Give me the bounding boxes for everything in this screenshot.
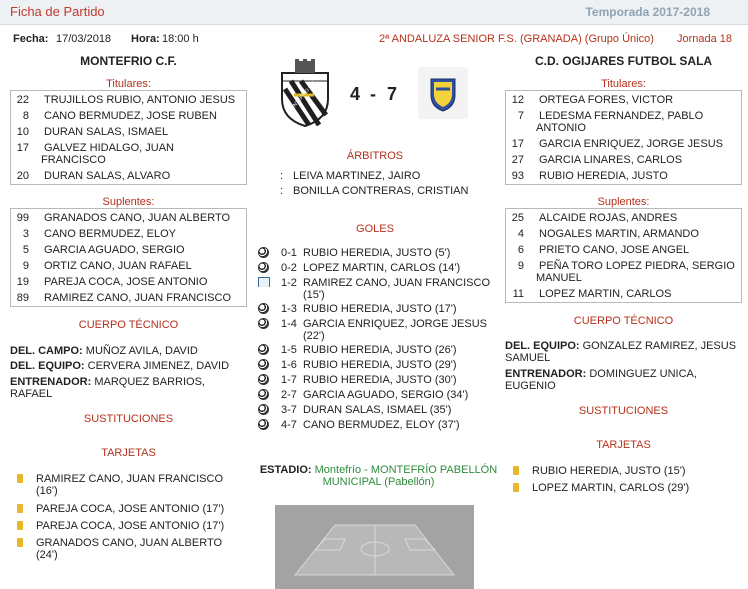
- away-team-name: C.D. OGIJARES FUTBOL SALA: [534, 54, 713, 68]
- player-name: ALCAIDE ROJAS, ANDRES: [539, 212, 678, 224]
- player-name: ORTEGA FORES, VICTOR: [539, 94, 674, 106]
- card-minute: (24'): [36, 549, 58, 561]
- goal-score: 2-7: [281, 389, 297, 401]
- player-number: 6: [517, 244, 524, 256]
- score-separator: -: [370, 84, 376, 104]
- staff-role: ENTRENADOR:: [505, 368, 587, 380]
- player-name: PEÑA TORO LOPEZ PIEDRA, SERGIO: [539, 260, 735, 272]
- ball-icon: [258, 247, 269, 258]
- staff-role: DEL. EQUIPO:: [10, 360, 85, 372]
- staff-name: MARQUEZ BARRIOS,: [94, 376, 205, 388]
- time-label: Hora:: [131, 33, 160, 45]
- player-row: [11, 260, 246, 272]
- yellow-card-icon: [513, 466, 519, 475]
- player-number: 7: [517, 110, 524, 122]
- player-number: 9: [22, 260, 29, 272]
- date-label: Fecha:: [13, 33, 49, 45]
- home-staff-row: [10, 376, 247, 388]
- goal-scorer: LOPEZ MARTIN, CARLOS (14'): [303, 262, 461, 274]
- time-value: 18:00 h: [162, 33, 199, 45]
- card-player: PAREJA COCA, JOSE ANTONIO (17'): [36, 503, 225, 515]
- away-staff-row: [505, 368, 742, 380]
- player-number: 27: [511, 154, 524, 166]
- away-cards-title: TARJETAS: [596, 439, 651, 451]
- staff-role: ENTRENADOR:: [10, 376, 92, 388]
- staff-name-cont: EUGENIO: [505, 380, 556, 392]
- player-number: 11: [512, 288, 524, 300]
- goal-score: 0-1: [281, 247, 297, 259]
- player-name: GALVEZ HIDALGO, JUAN: [44, 142, 174, 154]
- away-starters-title: Titulares:: [601, 78, 646, 90]
- player-number: 3: [22, 228, 29, 240]
- player-name: DURAN SALAS, ISMAEL: [44, 126, 169, 138]
- goal-scorer: RUBIO HEREDIA, JUSTO (5'): [303, 247, 451, 259]
- goal-row: [258, 262, 518, 274]
- home-staff-row: [10, 360, 247, 372]
- home-subs-box: [10, 208, 247, 307]
- ball-icon: [258, 303, 269, 314]
- staff-role: DEL. CAMPO:: [10, 345, 83, 357]
- player-row: [506, 170, 741, 182]
- player-name: DURAN SALAS, ALVARO: [44, 170, 171, 182]
- staff-name: MUÑOZ AVILA, DAVID: [85, 345, 198, 357]
- player-number: 19: [16, 276, 29, 288]
- home-starters-box: [10, 90, 247, 185]
- staff-name-cont: SAMUEL: [505, 352, 551, 364]
- player-name: GARCIA ENRIQUEZ, JORGE JESUS: [539, 138, 723, 150]
- player-row: [11, 110, 246, 122]
- goal-scorer-cont: (15'): [303, 289, 325, 301]
- referees-title: ÁRBITROS: [346, 150, 404, 162]
- ball-icon: [258, 262, 269, 273]
- player-name: ORTIZ CANO, JUAN RAFAEL: [44, 260, 192, 272]
- home-subs-title: Suplentes:: [102, 196, 155, 208]
- goal-score: 0-2: [281, 262, 297, 274]
- away-substitutions-title: SUSTITUCIONES: [578, 405, 669, 417]
- ball-icon: [258, 419, 269, 430]
- goal-scorer: CANO BERMUDEZ, ELOY (37'): [303, 419, 460, 431]
- player-row: [506, 288, 741, 300]
- referee-bullet: :: [280, 170, 284, 182]
- player-row: [506, 94, 741, 106]
- card-player: PAREJA COCA, JOSE ANTONIO (17'): [36, 520, 225, 532]
- player-number: 8: [22, 110, 29, 122]
- home-staff-title: CUERPO TÉCNICO: [78, 319, 179, 331]
- player-name: LEDESMA FERNANDEZ, PABLO: [539, 110, 704, 122]
- player-row: [11, 228, 246, 240]
- card-player: RAMIREZ CANO, JUAN FRANCISCO: [36, 473, 224, 485]
- away-subs-title: Suplentes:: [597, 196, 650, 208]
- player-name: CANO BERMUDEZ, JOSE RUBEN: [44, 110, 217, 122]
- staff-name: CERVERA JIMENEZ, DAVID: [87, 360, 230, 372]
- player-name: GARCIA LINARES, CARLOS: [539, 154, 683, 166]
- season-label: Temporada 2017-2018: [585, 5, 710, 19]
- staff-name: DOMINGUEZ UNICA,: [589, 368, 697, 380]
- player-row: [11, 292, 246, 304]
- goal-score: 1-7: [281, 374, 297, 386]
- goal-row: [258, 359, 518, 371]
- player-number: 17: [16, 142, 29, 154]
- player-number: 9: [517, 260, 524, 272]
- ball-icon: [258, 359, 269, 370]
- referee-name: LEIVA MARTINEZ, JAIRO: [293, 170, 421, 182]
- goal-score: 1-4: [281, 318, 297, 330]
- ball-icon: [258, 374, 269, 385]
- yellow-card-icon: [17, 521, 23, 530]
- stadium-info: [256, 464, 501, 488]
- player-row: [506, 260, 741, 284]
- goal-score: 3-7: [281, 404, 297, 416]
- goal-scorer-cont: (22'): [303, 330, 325, 342]
- round-label: Jornada 18: [677, 33, 733, 45]
- player-number: 12: [511, 94, 524, 106]
- home-staff-row: [10, 345, 247, 357]
- player-row: [11, 276, 246, 288]
- yellow-card-icon: [17, 504, 23, 513]
- home-team-name: MONTEFRIO C.F.: [80, 54, 177, 68]
- goal-row: [258, 374, 518, 386]
- goal-row: [258, 277, 518, 301]
- player-row: [506, 154, 741, 166]
- staff-name: GONZALEZ RAMIREZ, JESUS: [582, 340, 737, 352]
- goal-score: 1-5: [281, 344, 297, 356]
- player-number: 93: [511, 170, 524, 182]
- player-number: 5: [22, 244, 29, 256]
- yellow-card-icon: [17, 474, 23, 483]
- player-name: CANO BERMUDEZ, ELOY: [44, 228, 177, 240]
- card-minute: (16'): [36, 485, 58, 497]
- referee-bullet: :: [280, 185, 284, 197]
- goal-score: 4-7: [281, 419, 297, 431]
- home-substitutions-title: SUSTITUCIONES: [83, 413, 174, 425]
- goal-row: [258, 303, 518, 315]
- home-cards-title: TARJETAS: [101, 447, 156, 459]
- goal-scorer: RUBIO HEREDIA, JUSTO (29'): [303, 359, 457, 371]
- staff-role: DEL. EQUIPO:: [505, 340, 580, 352]
- player-row: [506, 244, 741, 256]
- goal-row: [258, 344, 518, 356]
- player-name: RUBIO HEREDIA, JUSTO: [539, 170, 668, 182]
- pitch-image: [275, 505, 474, 589]
- player-number: 20: [16, 170, 29, 182]
- player-row: [506, 138, 741, 150]
- ball-icon: [258, 344, 269, 355]
- goal-score: 1-6: [281, 359, 297, 371]
- player-name: GARCIA AGUADO, SERGIO: [44, 244, 185, 256]
- player-name: PRIETO CANO, JOSE ANGEL: [539, 244, 690, 256]
- player-row: [11, 212, 246, 224]
- goal-scorer: DURAN SALAS, ISMAEL (35'): [303, 404, 452, 416]
- staff-name-cont: RAFAEL: [10, 388, 53, 400]
- player-name: LOPEZ MARTIN, CARLOS: [539, 288, 672, 300]
- stadium-label: ESTADIO:: [259, 464, 312, 476]
- card-player: GRANADOS CANO, JUAN ALBERTO: [36, 537, 223, 549]
- home-starters-title: Titulares:: [106, 78, 151, 90]
- home-crest-text: MONTEFRIO C.F.: [286, 79, 318, 115]
- goal-post-icon: [258, 277, 270, 287]
- player-name: PAREJA COCA, JOSE ANTONIO: [44, 276, 208, 288]
- goal-row: [258, 318, 518, 342]
- stadium-name: Montefrío - MONTEFRÍO PABELLÓN: [314, 464, 498, 476]
- yellow-card-icon: [17, 538, 23, 547]
- card-player: LOPEZ MARTIN, CARLOS (29'): [532, 482, 690, 494]
- player-row: [506, 228, 741, 240]
- goal-scorer: RAMIREZ CANO, JUAN FRANCISCO: [303, 277, 491, 289]
- ball-icon: [258, 389, 269, 400]
- goal-scorer: RUBIO HEREDIA, JUSTO (30'): [303, 374, 457, 386]
- player-row: [11, 126, 246, 138]
- player-number: 17: [511, 138, 524, 150]
- player-number: 89: [16, 292, 29, 304]
- player-name: GRANADOS CANO, JUAN ALBERTO: [44, 212, 231, 224]
- date-value: 17/03/2018: [56, 33, 112, 45]
- player-row: [11, 94, 246, 106]
- goal-scorer: GARCIA ENRIQUEZ, JORGE JESUS: [303, 318, 487, 330]
- page-title: Ficha de Partido: [10, 4, 105, 19]
- goal-score: 1-2: [281, 277, 297, 289]
- goal-row: [258, 247, 518, 259]
- player-name-cont: FRANCISCO: [41, 154, 106, 166]
- goal-row: [258, 389, 518, 401]
- player-row: [11, 170, 246, 182]
- home-score: 4: [350, 84, 361, 104]
- player-number: 22: [16, 94, 29, 106]
- player-row: [506, 110, 741, 134]
- goal-scorer: RUBIO HEREDIA, JUSTO (17'): [303, 303, 457, 315]
- player-name-cont: ANTONIO: [536, 122, 586, 134]
- away-staff-title: CUERPO TÉCNICO: [573, 315, 674, 327]
- player-name: NOGALES MARTIN, ARMANDO: [539, 228, 699, 240]
- away-team-crest: [418, 67, 468, 119]
- away-subs-box: [505, 208, 742, 303]
- away-staff-row: [505, 340, 742, 352]
- player-name: RAMIREZ CANO, JUAN FRANCISCO: [44, 292, 232, 304]
- stadium-name-cont: MUNICIPAL (Pabellón): [322, 476, 435, 488]
- card-player: RUBIO HEREDIA, JUSTO (15'): [532, 465, 686, 477]
- goals-list: [258, 247, 498, 437]
- goal-scorer: GARCIA AGUADO, SERGIO (34'): [303, 389, 469, 401]
- goal-scorer: RUBIO HEREDIA, JUSTO (26'): [303, 344, 457, 356]
- ball-icon: [258, 404, 269, 415]
- player-number: 4: [517, 228, 524, 240]
- player-number: 25: [511, 212, 524, 224]
- away-starters-box: [505, 90, 742, 185]
- player-number: 10: [16, 126, 29, 138]
- goal-row: [258, 419, 518, 431]
- player-name: TRUJILLOS RUBIO, ANTONIO JESUS: [44, 94, 236, 106]
- player-row: [506, 212, 741, 224]
- yellow-card-icon: [513, 483, 519, 492]
- ball-icon: [258, 318, 269, 329]
- competition-name: 2ª ANDALUZA SENIOR F.S. (GRANADA) (Grupo Único): [379, 33, 654, 45]
- player-name-cont: MANUEL: [536, 272, 582, 284]
- goals-title: GOLES: [356, 223, 394, 235]
- goal-row: [258, 404, 518, 416]
- referee-name: BONILLA CONTRERAS, CRISTIAN: [293, 185, 469, 197]
- player-row: [11, 142, 246, 166]
- away-score: 7: [387, 84, 398, 104]
- player-number: 99: [16, 212, 29, 224]
- goal-score: 1-3: [281, 303, 297, 315]
- player-row: [11, 244, 246, 256]
